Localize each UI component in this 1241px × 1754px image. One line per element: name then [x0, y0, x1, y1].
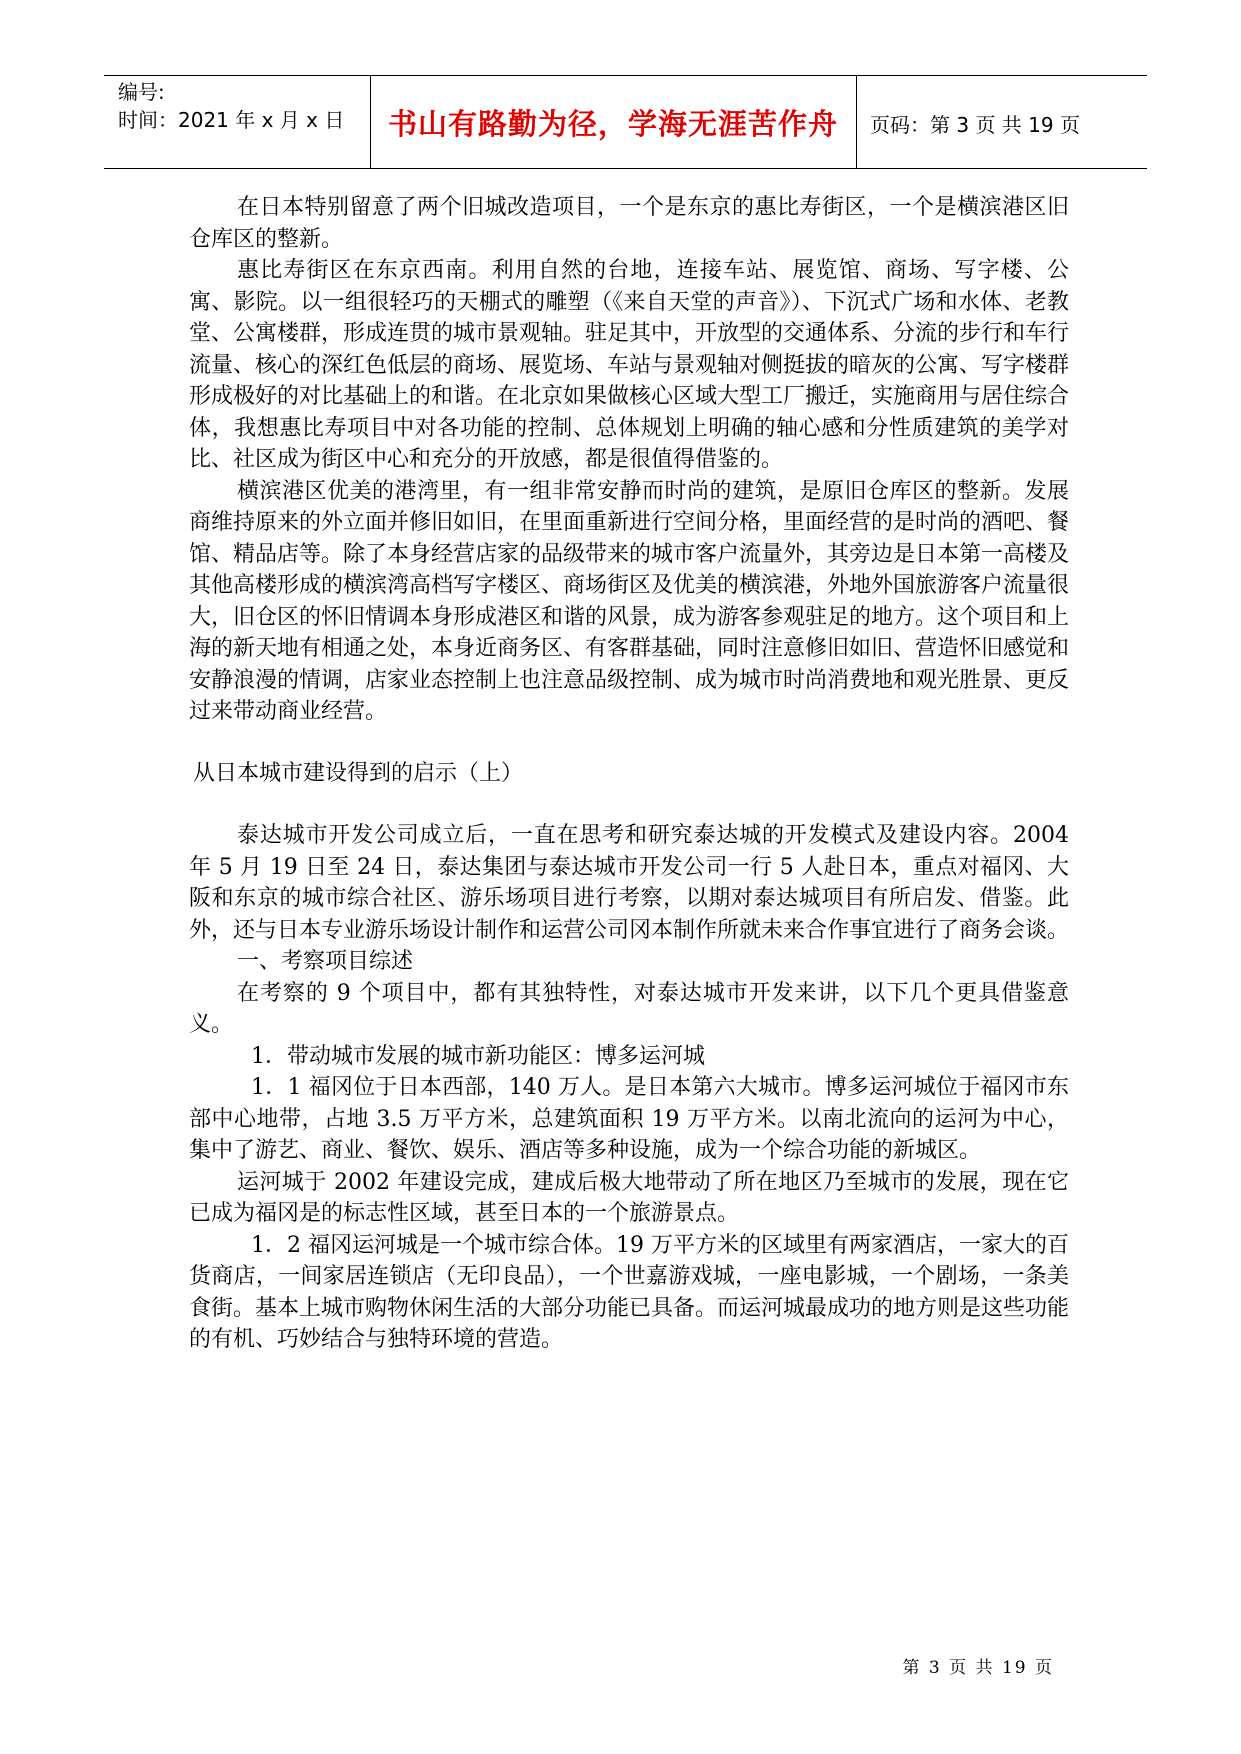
paragraph: 泰达城市开发公司成立后，一直在思考和研究泰达城的开发模式及建设内容。2004 年 5 月 19 日至 24 日，泰达集团与泰达城市开发公司一行 5 人赴日本，重点对福冈、大阪和东京的城市综合社区、游乐场项目进行考察，以期对泰达城项目有所启发、借鉴。此外，还与日本专业游乐场设计制作和运营公司冈本制作所就未来合作事宜进行了商务会谈。 — [189, 823, 1070, 943]
page-footer: 第 3 页 共 19 页 — [902, 1658, 1054, 1678]
document-body — [189, 192, 1069, 1356]
header-meta — [118, 78, 344, 134]
document-time-label: 时间：2021 年 x 月 x 日 — [118, 108, 345, 132]
header-motto: 书山有路勤为径，学海无涯苦作舟 — [387, 106, 838, 141]
paragraph: 横滨港区优美的港湾里，有一组非常安静而时尚的建筑，是原旧仓库区的整新。发展商维持原来的外立面并修旧如旧，在里面重新进行空间分格，里面经营的是时尚的酒吧、餐馆、精品店等。除了本身经营店家的品级带来的城市客户流量外，其旁边是日本第一高楼及其他高楼形成的横滨湾高档写字楼区、商场街区及优美的横滨港，外地外国旅游客户流量很大，旧仓区的怀旧情调本身形成港区和谐的风景，成为游客参观驻足的地方。这个项目和上海的新天地有相通之处，本身近商务区、有客群基础，同时注意修旧如旧、营造怀旧感觉和安静浪漫的情调，店家业态控制上也注意品级控制、成为城市时尚消费地和观光胜景、更反过来带动商业经营。 — [189, 478, 1070, 724]
page-header — [104, 75, 1147, 170]
subsection-heading: 1．带动城市发展的城市新功能区：博多运河城 — [251, 1043, 705, 1069]
paragraph: 在考察的 9 个项目中，都有其独特性，对泰达城市开发来讲，以下几个更具借鉴意义。 — [189, 980, 1069, 1037]
paragraph: 1．2 福冈运河城是一个城市综合体。19 万平方米的区域里有两家酒店，一家大的百货商店，一间家居连锁店（无印良品），一个世嘉游戏城，一座电影城，一个剧场，一条美食街。基本上城市购物休闲生活的大部分功能已具备。而运河城最成功的地方则是这些功能的有机、巧妙结合与独特环境的营造。 — [189, 1232, 1070, 1352]
paragraph: 在日本特别留意了两个旧城改造项目，一个是东京的惠比寿街区，一个是横滨港区旧仓库区的整新。 — [189, 195, 1069, 252]
subsection-heading: 一、考察项目综述 — [237, 949, 414, 974]
paragraph: 运河城于 2002 年建设完成，建成后极大地带动了所在地区乃至城市的发展，现在它已成为福冈是的标志性区域，甚至日本的一个旅游景点。 — [189, 1169, 1069, 1226]
section-heading: 从日本城市建设得到的启示（上） — [193, 760, 524, 786]
document-number-label: 编号: — [118, 80, 165, 104]
header-divider — [856, 75, 857, 169]
header-page-info: 页码：第 3 页 共 19 页 — [870, 113, 1080, 137]
paragraph: 惠比寿街区在东京西南。利用自然的台地，连接车站、展览馆、商场、写字楼、公寓、影院。以一组很轻巧的天棚式的雕塑（《来自天堂的声音》）、下沉式广场和水体、老教堂、公寓楼群，形成连贯的城市景观轴。驻足其中，开放型的交通体系、分流的步行和车行流量、核心的深红色低层的商场、展览场、车站与景观轴对侧挺拔的暗灰的公寓、写字楼群形成极好的对比基础上的和谐。在北京如果做核心区域大型工厂搬迁，实施商用与居住综合体，我想惠比寿项目中对各功能的控制、总体规划上明确的轴心感和分性质建筑的美学对比、社区成为街区中心和充分的开放感，都是很值得借鉴的。 — [189, 258, 1070, 472]
paragraph: 1．1 福冈位于日本西部，140 万人。是日本第六大城市。博多运河城位于福冈市东部中心地带，占地 3.5 万平方米，总建筑面积 19 万平方米。以南北流向的运河为中心，集中了游艺、商业、餐饮、娱乐、酒店等多种设施，成为一个综合功能的新城区。 — [189, 1075, 1069, 1163]
